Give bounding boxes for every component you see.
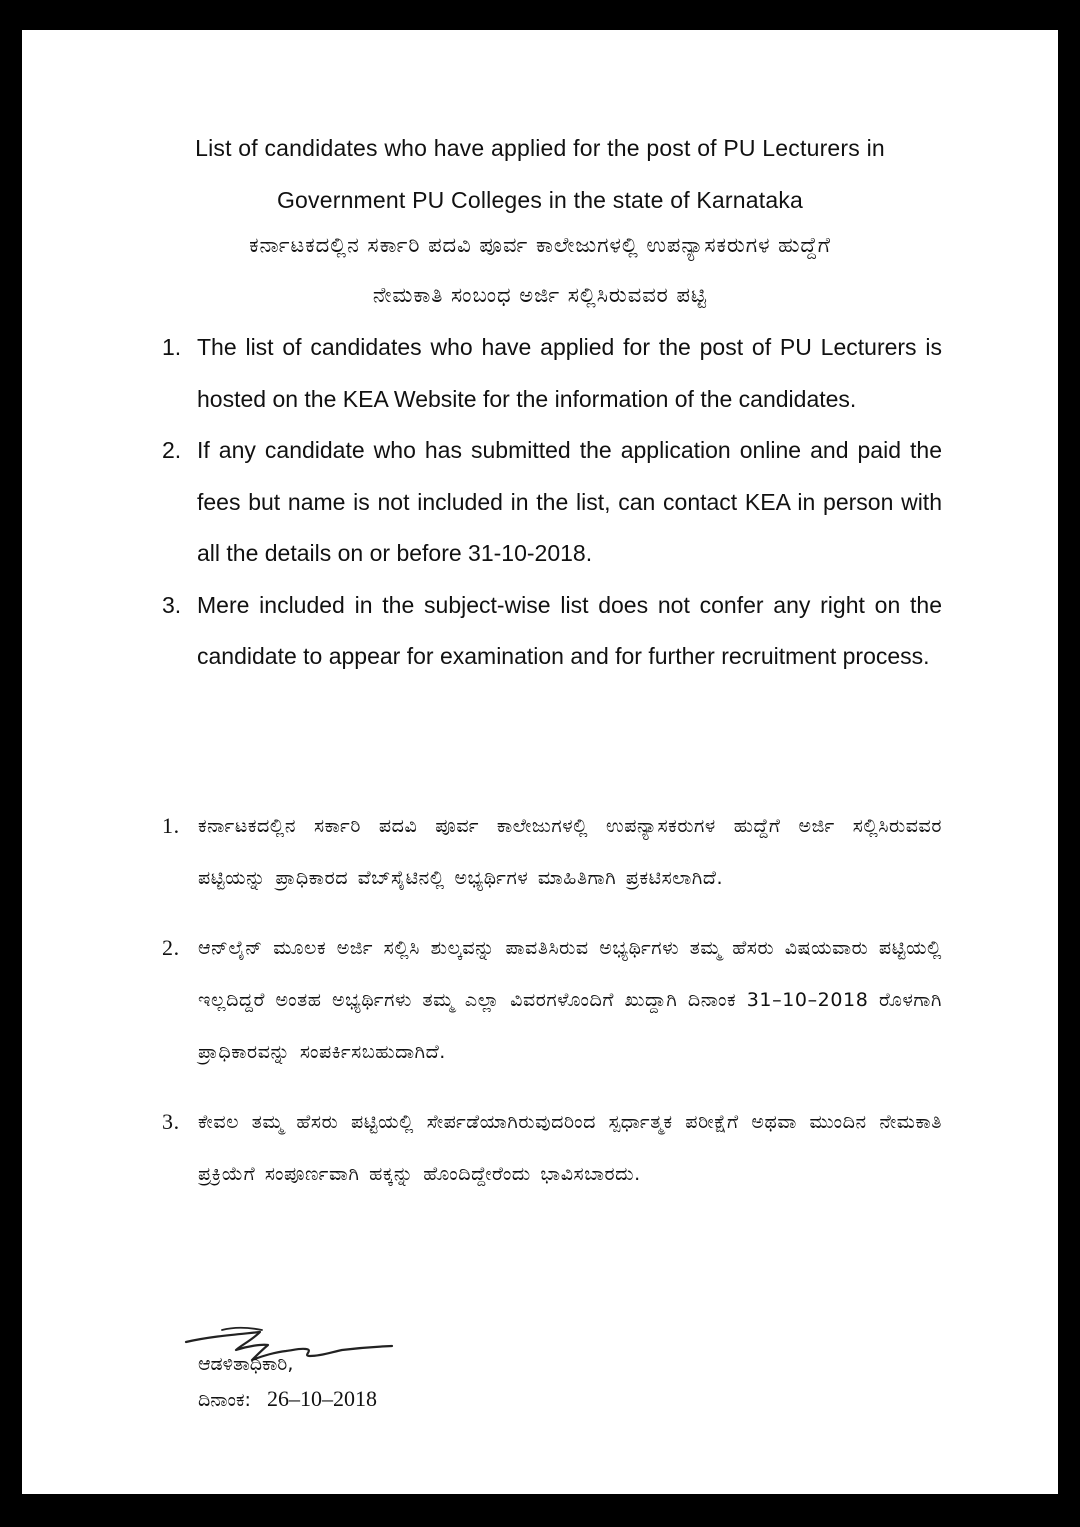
point-number: 1. xyxy=(162,813,180,838)
point-text: ಕರ್ನಾಟಕದಲ್ಲಿನ ಸರ್ಕಾರಿ ಪದವಿ ಪೂರ್ವ ಕಾಲೇಜುಗಳಲ್ಲಿ ಉಪನ್ಯಾಸಕರುಗಳ ಹುದ್ದೆಗೆ ಅರ್ಜಿ ಸಲ್ಲಿಸಿರುವವರ ಪಟ್ಟಿಯನ್ನು ಪ್ರಾಧಿಕಾರದ ವೆಬ್‌ಸೈಟಿನಲ್ಲಿ ಅಭ್ಯರ್ಥಿಗಳ ಮಾಹಿತಿಗಾಗಿ ಪ್ರಕಟಿಸಲಾಗಿದೆ. xyxy=(198,815,942,889)
point-text: Mere included in the subject-wise list does not confer any right on the candidate to appear for examination and for further recruitment process. xyxy=(197,591,942,669)
kannada-point xyxy=(162,1096,942,1200)
officer-designation: ಆಡಳಿತಾಧಿಕಾರಿ, xyxy=(198,1353,294,1375)
kannada-point xyxy=(162,922,942,1078)
point-number: 2. xyxy=(162,935,180,960)
english-title-line-1: List of candidates who have applied for the post of PU Lecturers in xyxy=(195,135,885,161)
point-text: ಆನ್‌ಲೈನ್ ಮೂಲಕ ಅರ್ಜಿ ಸಲ್ಲಿಸಿ ಶುಲ್ಕವನ್ನು ಪಾವತಿಸಿರುವ ಅಭ್ಯರ್ಥಿಗಳು ತಮ್ಮ ಹೆಸರು ವಿಷಯವಾರು ಪಟ್ಟಿಯಲ್ಲಿ ಇಲ್ಲದಿದ್ದರೆ ಅಂತಹ ಅಭ್ಯರ್ಥಿಗಳು ತಮ್ಮ ಎಲ್ಲಾ ವಿವರಗಳೊಂದಿಗೆ ಖುದ್ದಾಗಿ ದಿನಾಂಕ 31–10–2018 ರೊಳಗಾಗಿ ಪ್ರಾಧಿಕಾರವನ್ನು ಸಂಪರ್ಕಿಸಬಹುದಾಗಿದೆ. xyxy=(198,937,942,1063)
point-number: 2. xyxy=(162,437,182,463)
kannada-point xyxy=(162,800,942,904)
english-point xyxy=(162,580,942,683)
kannada-points-list xyxy=(162,800,942,1200)
point-text: If any candidate who has submitted the application online and paid the fees but name is not included in the list, can contact KEA in person with all the details on or before 31-10-2018. xyxy=(197,437,942,566)
date-value: 26–10–2018 xyxy=(266,1386,377,1411)
kannada-title xyxy=(22,220,1058,320)
point-number: 1. xyxy=(162,334,182,360)
date-label: ದಿನಾಂಕ: xyxy=(198,1389,251,1411)
english-title-line-2: Government PU Colleges in the state of Karnataka xyxy=(276,187,804,213)
point-text: The list of candidates who have applied for the post of PU Lecturers is hosted on the KEA Website for the information of the candidates. xyxy=(197,334,942,412)
point-number: 3. xyxy=(162,591,182,618)
document-page xyxy=(22,30,1058,1494)
point-text: ಕೇವಲ ತಮ್ಮ ಹೆಸರು ಪಟ್ಟಿಯಲ್ಲಿ ಸೇರ್ಪಡೆಯಾಗಿರುವುದರಿಂದ ಸ್ಪರ್ಧಾತ್ಮಕ ಪರೀಕ್ಷೆಗೆ ಅಥವಾ ಮುಂದಿನ ನೇಮಕಾತಿ ಪ್ರಕ್ರಿಯೆಗೆ ಸಂಪೂರ್ಣವಾಗಿ ಹಕ್ಕನ್ನು ಹೊಂದಿದ್ದೇರೆಂದು ಭಾವಿಸಬಾರದು. xyxy=(198,1111,942,1185)
kannada-title-line-1: ಕರ್ನಾಟಕದಲ್ಲಿನ ಸರ್ಕಾರಿ ಪದವಿ ಪೂರ್ವ ಕಾಲೇಜುಗಳಲ್ಲಿ ಉಪನ್ಯಾಸಕರುಗಳ ಹುದ್ದೆಗೆ xyxy=(249,233,831,257)
point-number: 3. xyxy=(162,1109,180,1134)
english-point xyxy=(162,425,942,580)
signature-date xyxy=(198,1383,377,1416)
kannada-title-line-2: ನೇಮಕಾತಿ ಸಂಬಂಧ ಅರ್ಜಿ ಸಲ್ಲಿಸಿರುವವರ ಪಟ್ಟಿ xyxy=(372,283,708,307)
english-title xyxy=(22,122,1058,226)
english-point xyxy=(162,322,942,425)
english-points-list xyxy=(162,322,942,683)
